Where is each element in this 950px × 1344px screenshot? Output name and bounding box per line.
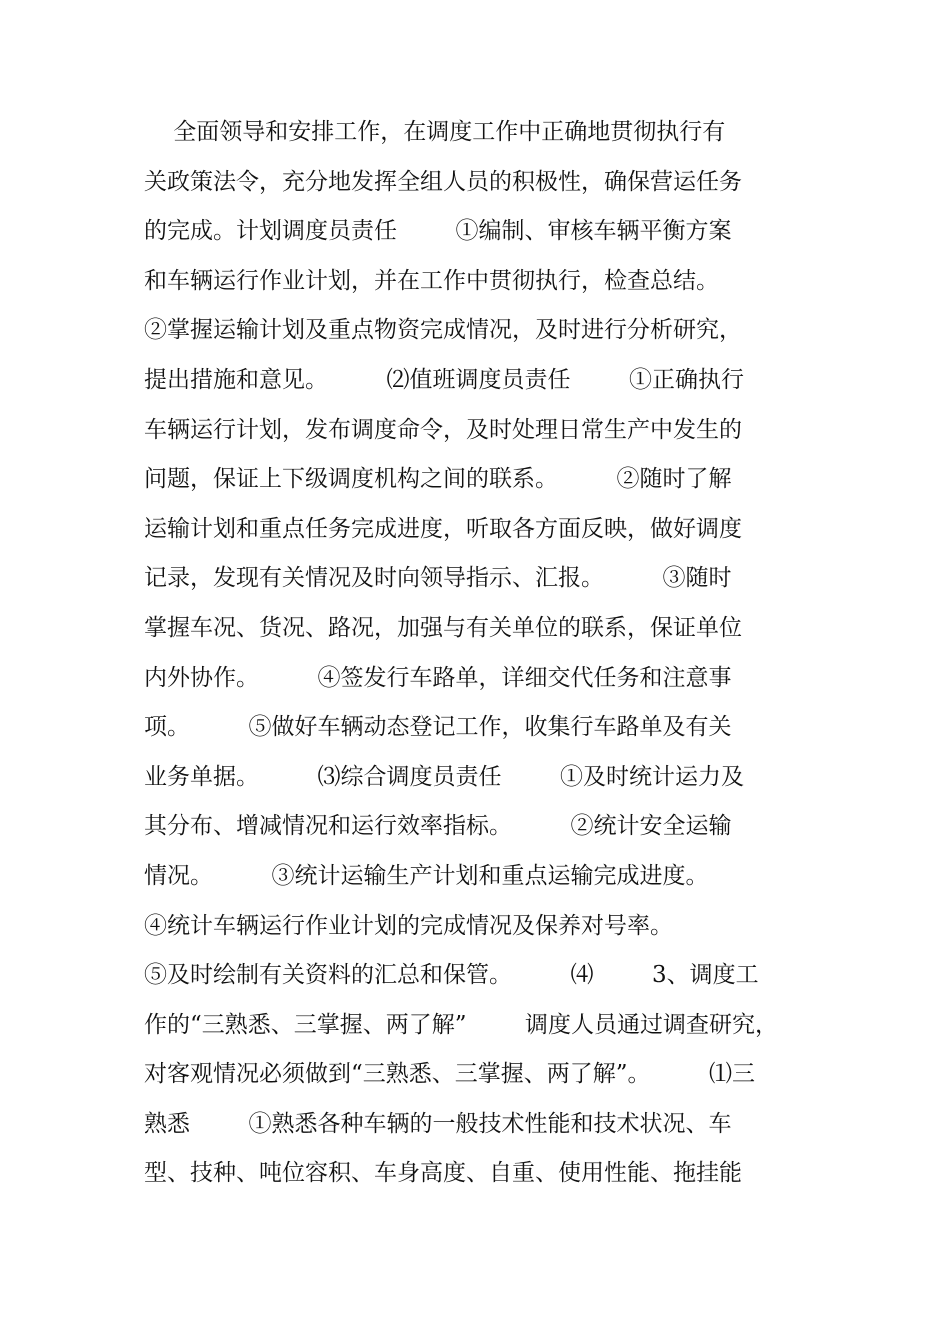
text-line-13: 项。 ⑤做好车辆动态登记工作，收集行车路单及有关 [144, 714, 732, 741]
text-line-22: 型、技种、吨位容积、车身高度、自重、使用性能、拖挂能 [144, 1160, 742, 1187]
text-line-11: 掌握车况、货况、路况，加强与有关单位的联系，保证单位 [144, 614, 742, 641]
text-line-18: ⑤及时绘制有关资料的汇总和保管。 ⑷ 3、调度工 [144, 962, 759, 989]
text-line-19: 作的“三熟悉、三掌握、两了解” 调度人员通过调查研究， [144, 1011, 779, 1038]
text-line-9: 运输计划和重点任务完成进度，听取各方面反映，做好调度 [144, 515, 742, 542]
text-line-14: 业务单据。 ⑶综合调度员责任 ①及时统计运力及 [144, 763, 744, 790]
text-line-8: 问题，保证上下级调度机构之间的联系。 ②随时了解 [144, 466, 732, 493]
text-line-7: 车辆运行计划，发布调度命令，及时处理日常生产中发生的 [144, 416, 742, 443]
text-line-16: 情况。 ③统计运输生产计划和重点运输完成进度。 [144, 862, 709, 889]
text-line-5: ②掌握运输计划及重点物资完成情况，及时进行分析研究， [144, 317, 742, 344]
body-text [144, 108, 824, 1199]
text-line-17: ④统计车辆运行作业计划的完成情况及保养对号率。 [144, 912, 673, 939]
text-line-15: 其分布、增减情况和运行效率指标。 ②统计安全运输 [144, 813, 732, 840]
text-line-10: 记录，发现有关情况及时向领导指示、汇报。 ③随时 [144, 565, 732, 592]
text-line-3: 的完成。计划调度员责任 ①编制、审核车辆平衡方案 [144, 218, 732, 245]
text-line-21: 熟悉 ①熟悉各种车辆的一般技术性能和技术状况、车 [144, 1110, 732, 1137]
text-line-1: 全面领导和安排工作，在调度工作中正确地贯彻执行有 [144, 119, 726, 145]
text-line-20: 对客观情况必须做到“三熟悉、三掌握、两了解”。 ⑴三 [144, 1061, 756, 1088]
text-line-6: 提出措施和意见。 ⑵值班调度员责任 ①正确执行 [144, 366, 744, 393]
text-line-12: 内外协作。 ④签发行车路单，详细交代任务和注意事 [144, 664, 732, 691]
text-line-2: 关政策法令，充分地发挥全组人员的积极性，确保营运任务 [144, 168, 742, 195]
text-line-4: 和车辆运行作业计划，并在工作中贯彻执行，检查总结。 [144, 267, 719, 294]
